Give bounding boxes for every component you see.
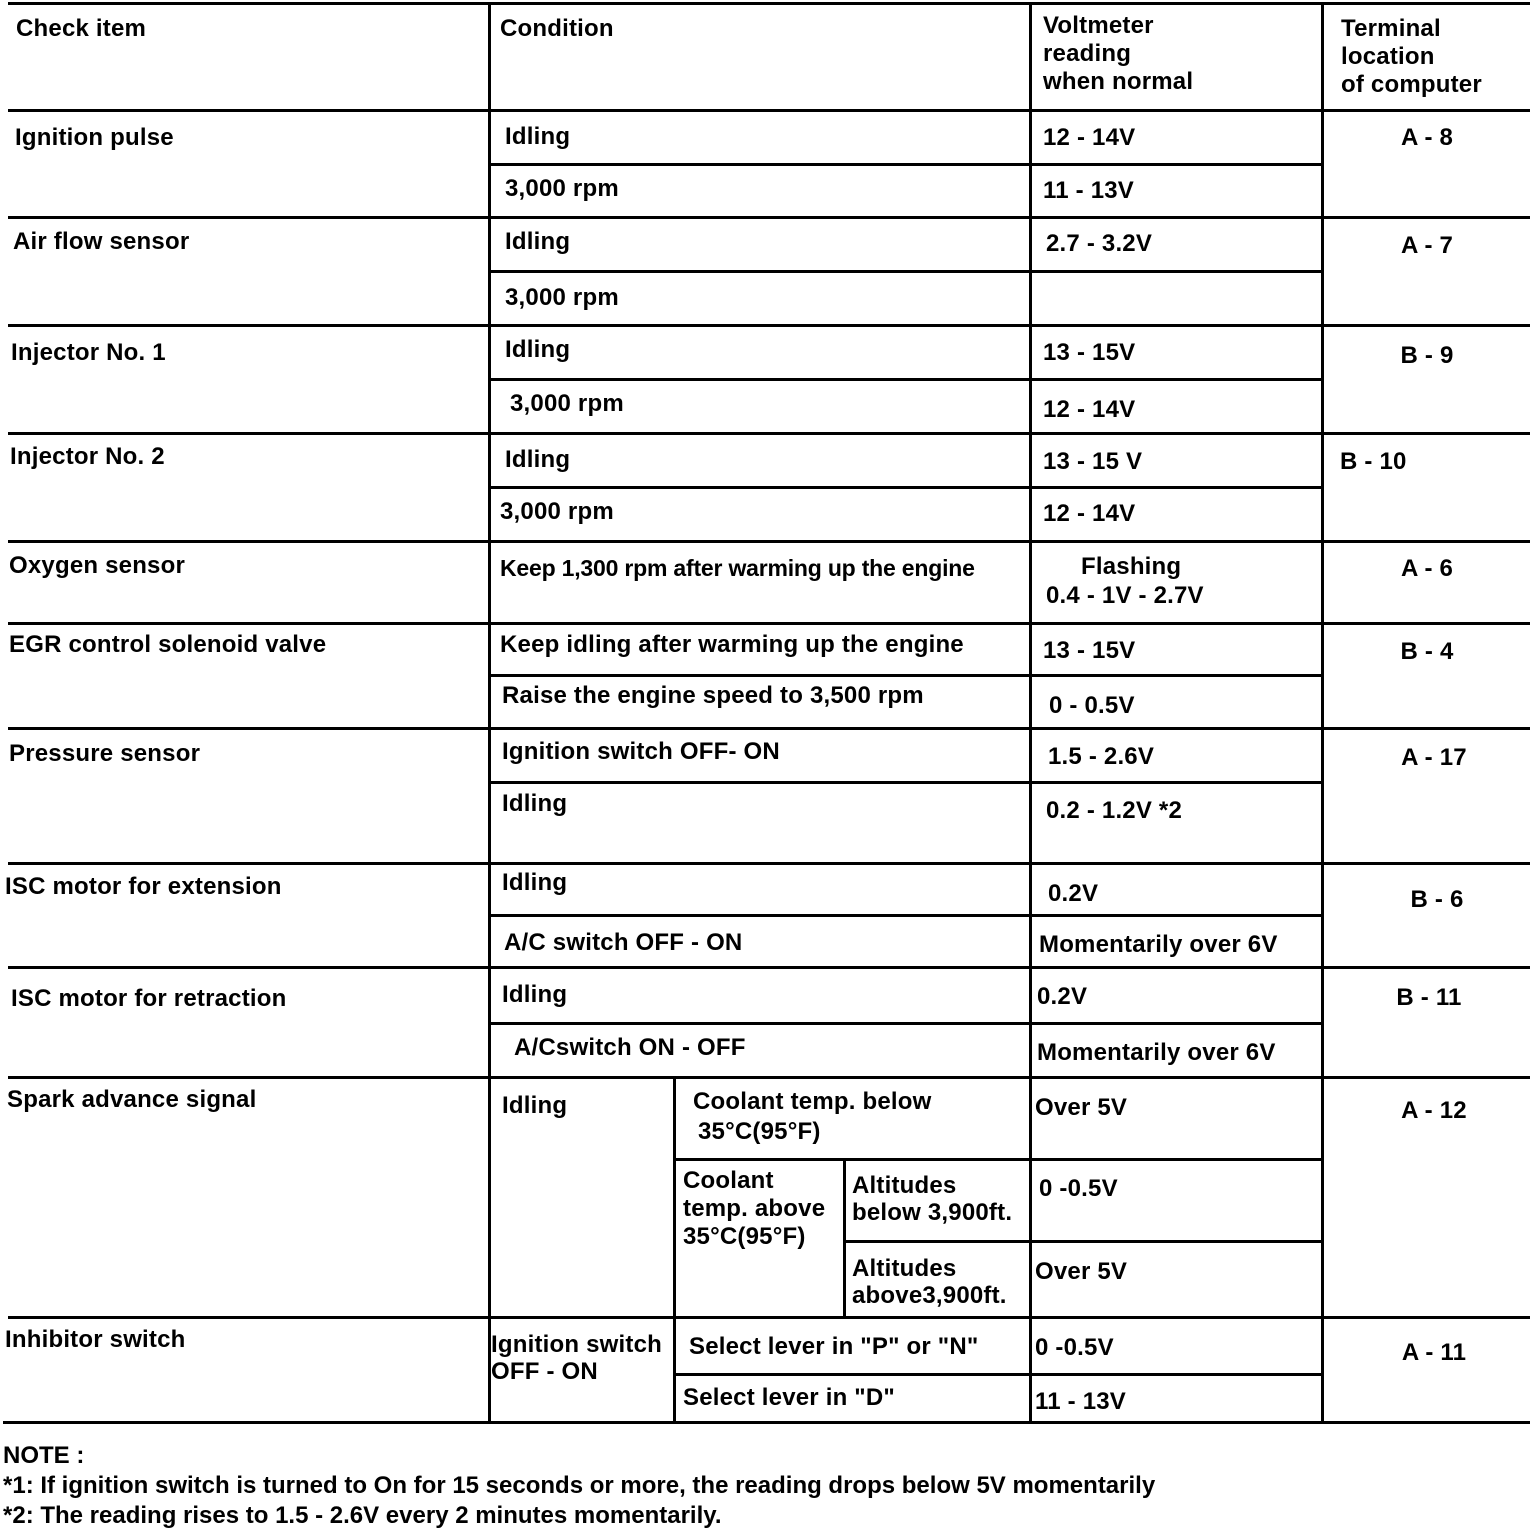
condition-cell: Idling [502,981,568,1008]
altitude-condition-line1: Altitudes [852,1172,957,1199]
voltmeter-cell: 13 - 15V [1043,637,1136,664]
header-divider [8,109,1530,112]
terminal-cell: A - 6 [1400,555,1454,582]
table-border-top [8,2,1530,5]
row-divider [8,540,1530,543]
subrow-divider [673,1373,1324,1376]
subrow-divider [673,1158,1324,1161]
subcondition-line1: Coolant temp. below [693,1088,932,1115]
voltmeter-cell: 12 - 14V [1043,124,1136,151]
terminal-cell: A - 11 [1401,1339,1467,1366]
row-divider [8,727,1530,730]
row-divider [8,966,1530,969]
row-divider [8,432,1530,435]
condition-cell-line2: OFF - ON [491,1358,598,1385]
terminal-cell: B - 9 [1400,342,1454,369]
terminal-cell: B - 11 [1396,984,1462,1011]
subrow-divider [488,378,1324,381]
condition-cell: 3,000 rpm [505,284,619,311]
voltmeter-cell: 0.2 - 1.2V *2 [1046,797,1183,824]
terminal-cell: B - 4 [1400,638,1454,665]
voltmeter-cell: 13 - 15V [1043,339,1136,366]
voltmeter-cell: 1.5 - 2.6V [1048,743,1155,770]
row-divider [8,622,1530,625]
subrow-divider [488,674,1324,677]
voltmeter-cell: 0.2V [1048,880,1099,907]
subrow-divider [488,781,1324,784]
voltmeter-cell-line2: 0.4 - 1V - 2.7V [1046,582,1204,609]
condition-cell: Keep 1,300 rpm after warming up the engine [500,555,975,581]
terminal-cell: B - 6 [1410,886,1464,913]
row-divider [8,862,1530,865]
terminal-cell: A - 12 [1401,1097,1467,1124]
condition-cell: Idling [505,446,571,473]
check-item-pressure-sensor: Pressure sensor [9,740,201,767]
header-terminal-line2: location [1341,43,1435,70]
row-divider [8,1316,1530,1319]
row-divider [8,1076,1530,1079]
header-voltmeter-line1: Voltmeter [1043,12,1154,39]
condition-cell: Ignition switch OFF- ON [502,738,780,765]
subcondition-cell: Select lever in "P" or "N" [689,1333,979,1360]
voltmeter-cell: Over 5V [1035,1258,1128,1285]
terminal-cell: B - 10 [1340,448,1407,475]
subcondition-line2: temp. above [683,1195,826,1222]
subrow-divider [488,1022,1324,1025]
row-divider [8,324,1530,327]
condition-cell: Idling [505,123,571,150]
voltmeter-cell: Over 5V [1035,1094,1128,1121]
check-item-injector-2: Injector No. 2 [10,443,165,470]
check-item-spark-advance: Spark advance signal [7,1086,257,1113]
check-item-ignition-pulse: Ignition pulse [15,124,174,151]
voltmeter-cell: 0 - 0.5V [1049,692,1135,719]
subrow-divider [488,270,1324,273]
row-divider [8,216,1530,219]
check-item-oxygen-sensor: Oxygen sensor [9,552,186,579]
condition-cell: Idling [505,336,571,363]
check-item-injector-1: Injector No. 1 [11,339,166,366]
subcondition-line1: Coolant [683,1167,774,1194]
check-item-air-flow-sensor: Air flow sensor [13,228,190,255]
subrow-divider [843,1240,1324,1243]
column-divider-terminal [1321,2,1324,1422]
note-title: NOTE : [3,1442,85,1469]
condition-cell: 3,000 rpm [500,498,614,525]
subcolumn-divider [673,1078,676,1421]
voltmeter-cell: Momentarily over 6V [1037,1039,1276,1066]
condition-cell: 3,000 rpm [505,175,619,202]
note-1: *1: If ignition switch is turned to On for 15 seconds or more, the reading drops below 5V momentarily [3,1472,1156,1499]
condition-cell: Idling [502,790,568,817]
condition-cell: 3,000 rpm [510,390,624,417]
voltmeter-cell: 12 - 14V [1043,500,1136,527]
subrow-divider [488,914,1324,917]
subrow-divider [488,486,1324,489]
table-border-bottom [3,1421,1530,1424]
voltmeter-cell: 0.2V [1037,983,1088,1010]
voltmeter-cell: 2.7 - 3.2V [1046,230,1153,257]
voltmeter-cell: 11 - 13V [1035,1388,1127,1415]
voltmeter-cell: 11 - 13V [1043,177,1135,204]
condition-cell: A/C switch OFF - ON [504,929,743,956]
voltmeter-cell: Momentarily over 6V [1039,931,1278,958]
header-voltmeter-line3: when normal [1043,68,1194,95]
voltmeter-cell: 0 -0.5V [1039,1175,1118,1202]
check-item-isc-extension: ISC motor for extension [5,873,282,900]
condition-cell-line1: Ignition switch [491,1331,662,1358]
column-divider-condition [488,2,491,1422]
subcondition-line2: 35°C(95°F) [698,1118,821,1145]
condition-cell: Idling [502,869,568,896]
condition-cell: Keep idling after warming up the engine [500,631,964,658]
condition-cell: Raise the engine speed to 3,500 rpm [502,682,924,709]
check-item-egr-valve: EGR control solenoid valve [9,631,327,658]
subcondition-line3: 35°C(95°F) [683,1223,806,1250]
header-condition: Condition [500,15,614,42]
voltmeter-cell: 13 - 15 V [1043,448,1143,475]
voltmeter-cell: 0 -0.5V [1035,1334,1114,1361]
header-voltmeter-line2: reading [1043,40,1132,67]
voltmeter-cell-line1: Flashing [1081,553,1182,580]
check-item-isc-retraction: ISC motor for retraction [11,985,287,1012]
column-divider-voltmeter [1029,2,1032,1422]
altitude-condition-line1: Altitudes [852,1255,957,1282]
terminal-cell: A - 8 [1400,124,1454,151]
condition-cell: Idling [502,1092,568,1119]
condition-cell: Idling [505,228,571,255]
subrow-divider [488,163,1324,166]
subcondition-cell: Select lever in "D" [683,1384,895,1411]
condition-cell: A/Cswitch ON - OFF [514,1034,746,1061]
terminal-cell: A - 17 [1401,744,1467,771]
note-2: *2: The reading rises to 1.5 - 2.6V every 2 minutes momentarily. [3,1502,722,1529]
terminal-cell: A - 7 [1400,232,1454,259]
header-terminal-line3: of computer [1341,71,1482,98]
header-check-item: Check item [16,15,147,42]
check-item-inhibitor-switch: Inhibitor switch [5,1326,186,1353]
altitude-condition-line2: below 3,900ft. [852,1199,1013,1226]
subcolumn-divider [843,1158,846,1318]
altitude-condition-line2: above3,900ft. [852,1282,1007,1309]
voltmeter-cell: 12 - 14V [1043,396,1136,423]
header-terminal-line1: Terminal [1341,15,1441,42]
